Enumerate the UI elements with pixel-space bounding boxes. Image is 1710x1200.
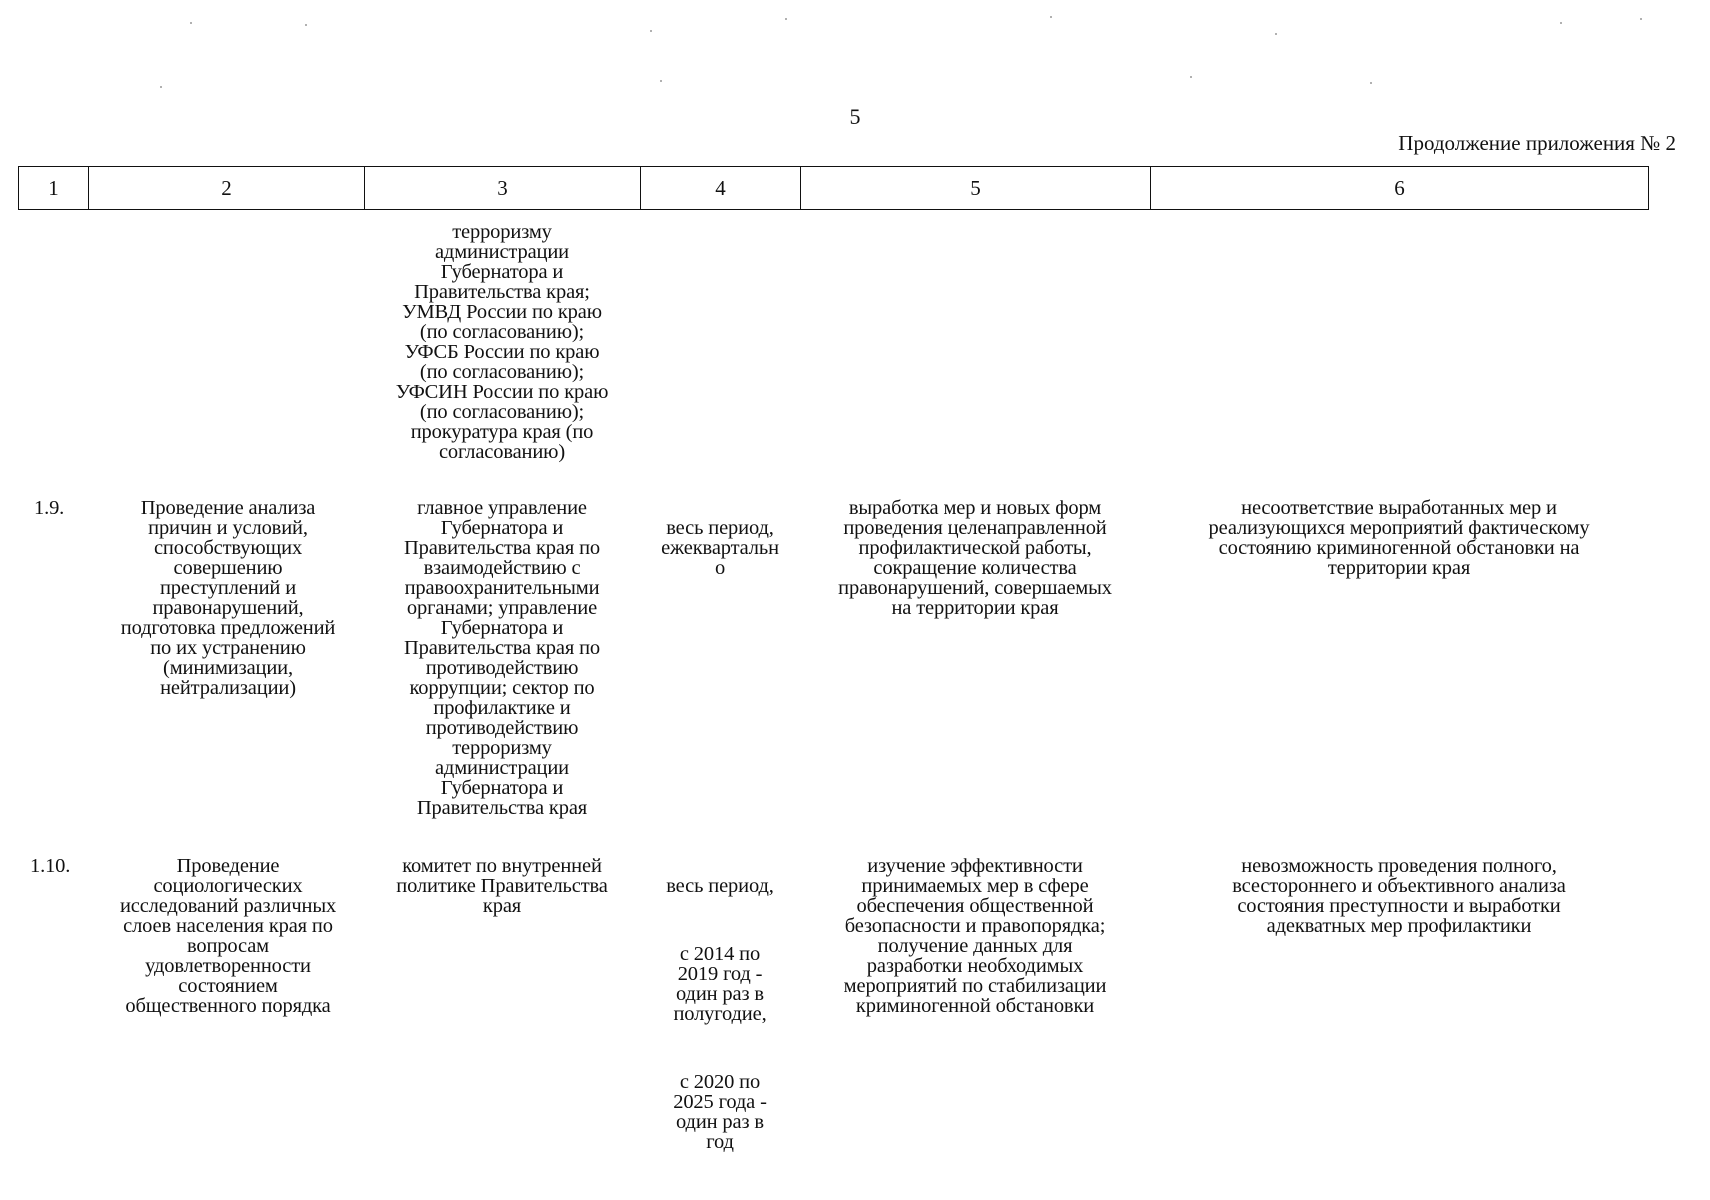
scan-speck xyxy=(660,80,662,82)
consequence-cell: несоответствие выработанных мер и реализующихся мероприятий фактическому состоянию криминогенной обстановки на территории края xyxy=(1208,497,1590,579)
scan-speck xyxy=(650,30,652,32)
period-cell xyxy=(640,498,800,598)
period-text: с 2020 по 2025 года - один раз в год xyxy=(673,1071,767,1153)
scan-speck xyxy=(1050,16,1052,18)
executors-cell: главное управление Губернатора и Правительства края по взаимодействию с правоохранительными органами; управление Губернатора и Правительства края по противодействию коррупции; сектор по профилактике и противодействию терроризму администрации Губернатора и Правительства края xyxy=(403,497,601,819)
result-cell: изучение эффективности принимаемых мер в сфере обеспечения общественной безопасности и правопорядка; получение данных для разработки необходимых мероприятий по стабилизации криминогенной обстановки xyxy=(843,855,1107,1017)
column-number-2: 2 xyxy=(89,167,365,210)
column-number-3: 3 xyxy=(365,167,641,210)
column-number-1: 1 xyxy=(19,167,89,210)
period-cell xyxy=(640,856,800,1172)
page-number: 5 xyxy=(849,104,861,129)
paragraph-gap xyxy=(640,1044,800,1052)
paragraph-gap xyxy=(640,916,800,924)
scan-speck xyxy=(1190,76,1192,78)
scan-speck xyxy=(785,18,787,20)
activity-cell: Проведение социологических исследований различных слоев населения края по вопросам удовлетворенности состоянием общественного порядка xyxy=(119,855,337,1017)
period-text: весь период, ежеквартальн о xyxy=(661,517,779,579)
scan-speck xyxy=(1275,33,1277,35)
row-number: 1.9. xyxy=(34,497,65,519)
continued-executors: терроризму администрации Губернатора и Правительства края; УМВД России по краю (по согласованию); УФСБ России по краю (по согласованию); УФСИН России по краю (по согласованию); прокуратура края (по согласованию) xyxy=(395,221,609,463)
scan-speck xyxy=(1370,82,1372,84)
continuation-label: Продолжение приложения № 2 xyxy=(1398,131,1676,155)
executors-cell: комитет по внутренней политике Правительства края xyxy=(396,855,608,917)
period-text: весь период, xyxy=(666,875,774,897)
scan-speck xyxy=(1560,22,1562,24)
row-number: 1.10. xyxy=(30,855,71,877)
scan-speck xyxy=(1640,18,1642,20)
column-number-4: 4 xyxy=(641,167,801,210)
column-number-5: 5 xyxy=(801,167,1151,210)
column-number-6: 6 xyxy=(1151,167,1649,210)
scan-speck xyxy=(305,24,307,26)
consequence-cell: невозможность проведения полного, всестороннего и объективного анализа состояния преступности и выработки адекватных мер профилактики xyxy=(1232,855,1566,937)
period-text: с 2014 по 2019 год - один раз в полугодие, xyxy=(673,943,767,1025)
scan-speck xyxy=(190,22,192,24)
activity-cell: Проведение анализа причин и условий, способствующих совершению преступлений и правонарушений, подготовка предложений по их устранению (минимизации, нейтрализации) xyxy=(120,497,336,699)
column-number-header xyxy=(18,166,1649,210)
scan-speck xyxy=(160,86,162,88)
result-cell: выработка мер и новых форм проведения целенаправленной профилактической работы, сокращение количества правонарушений, совершаемых на территории края xyxy=(838,497,1112,619)
